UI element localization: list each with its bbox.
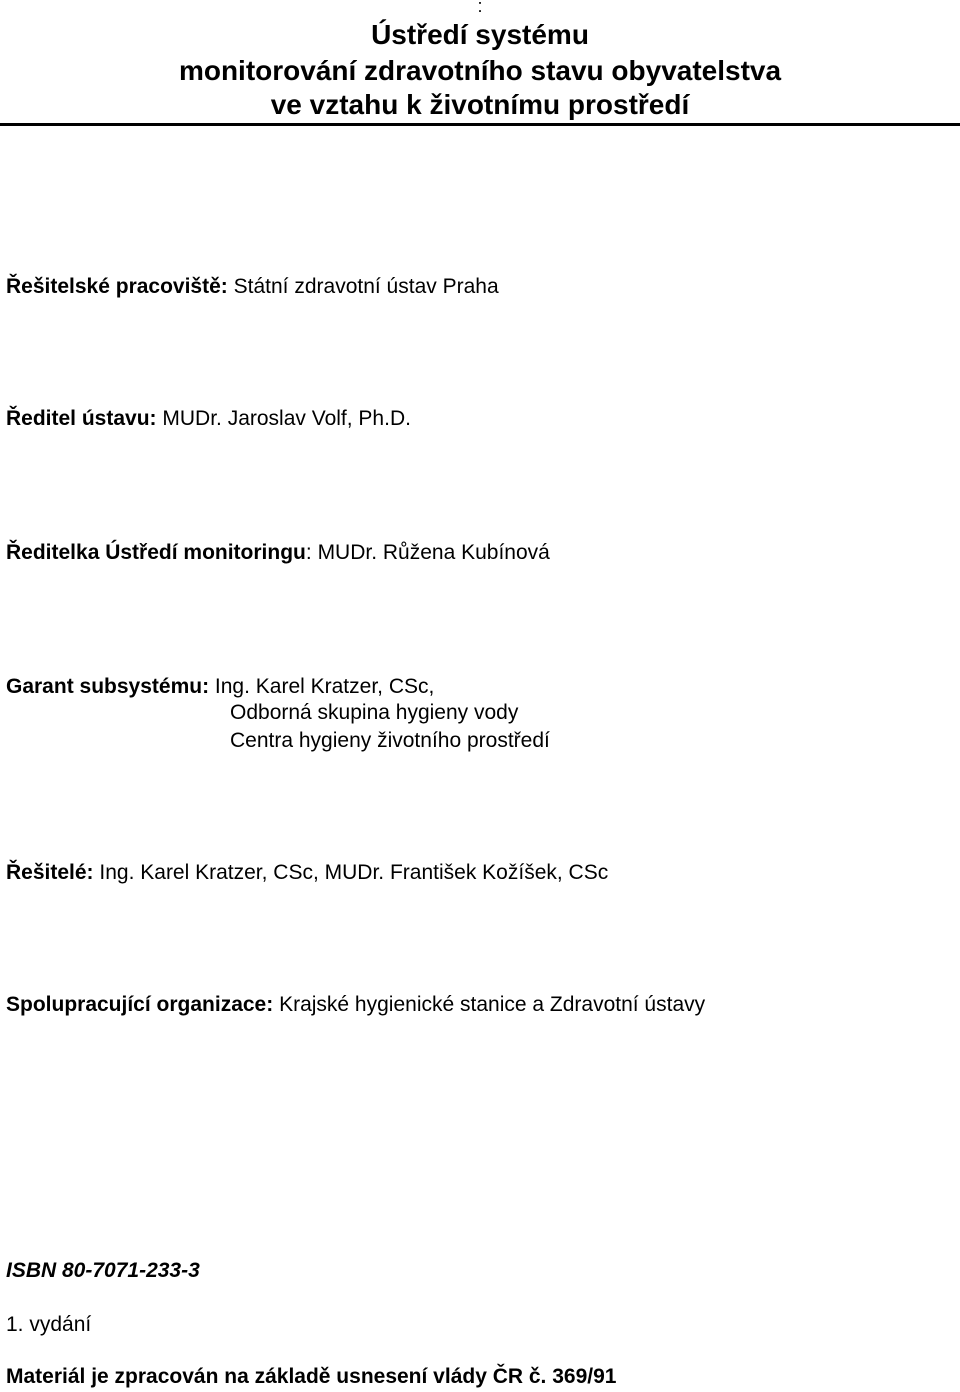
cooperating-value: Krajské hygienické stanice a Zdravotní ústavy: [279, 993, 706, 1016]
directress-colon: :: [305, 541, 312, 564]
workplace-value: Státní zdravotní ústav Praha: [233, 275, 499, 298]
researchers-label: Řešitelé:: [6, 861, 94, 884]
guarantor-line-2: Odborná skupina hygieny vody: [230, 701, 519, 724]
director-label: Ředitel ústavu:: [6, 407, 157, 430]
final-note: Materiál je zpracován na základě usnesení vlády ČR č. 369/91: [6, 1365, 617, 1388]
cooperating-label: Spolupracující organizace:: [6, 993, 274, 1016]
title-line-3: ve vztahu k životnímu prostředí: [270, 89, 690, 120]
title-line-2: monitorování zdravotního stavu obyvatelstva: [178, 55, 782, 86]
workplace-label: Řešitelské pracoviště:: [6, 275, 228, 298]
guarantor-line-3: Centra hygieny životního prostředí: [230, 729, 550, 752]
guarantor-line: [6, 674, 434, 700]
researchers-line: [6, 860, 608, 886]
title-rule: [0, 123, 960, 126]
director-value: MUDr. Jaroslav Volf, Ph.D.: [162, 407, 411, 430]
researchers-value: Ing. Karel Kratzer, CSc, MUDr. František Kožíšek, CSc: [99, 861, 609, 884]
isbn: ISBN 80-7071-233-3: [6, 1259, 200, 1282]
title-line-1: Ústředí systému: [371, 19, 589, 50]
guarantor-value: Ing. Karel Kratzer, CSc,: [214, 675, 435, 698]
directress-label: Ředitelka Ústředí monitoringu: [6, 541, 306, 564]
cooperating-line: [6, 992, 705, 1018]
edition: 1. vydání: [6, 1313, 92, 1336]
directress-line: [6, 540, 550, 566]
director-line: [6, 406, 411, 432]
colon-mark: :: [477, 0, 483, 16]
guarantor-label: Garant subsystému:: [6, 675, 210, 698]
workplace-line: [6, 274, 499, 300]
directress-value: MUDr. Růžena Kubínová: [317, 541, 550, 564]
